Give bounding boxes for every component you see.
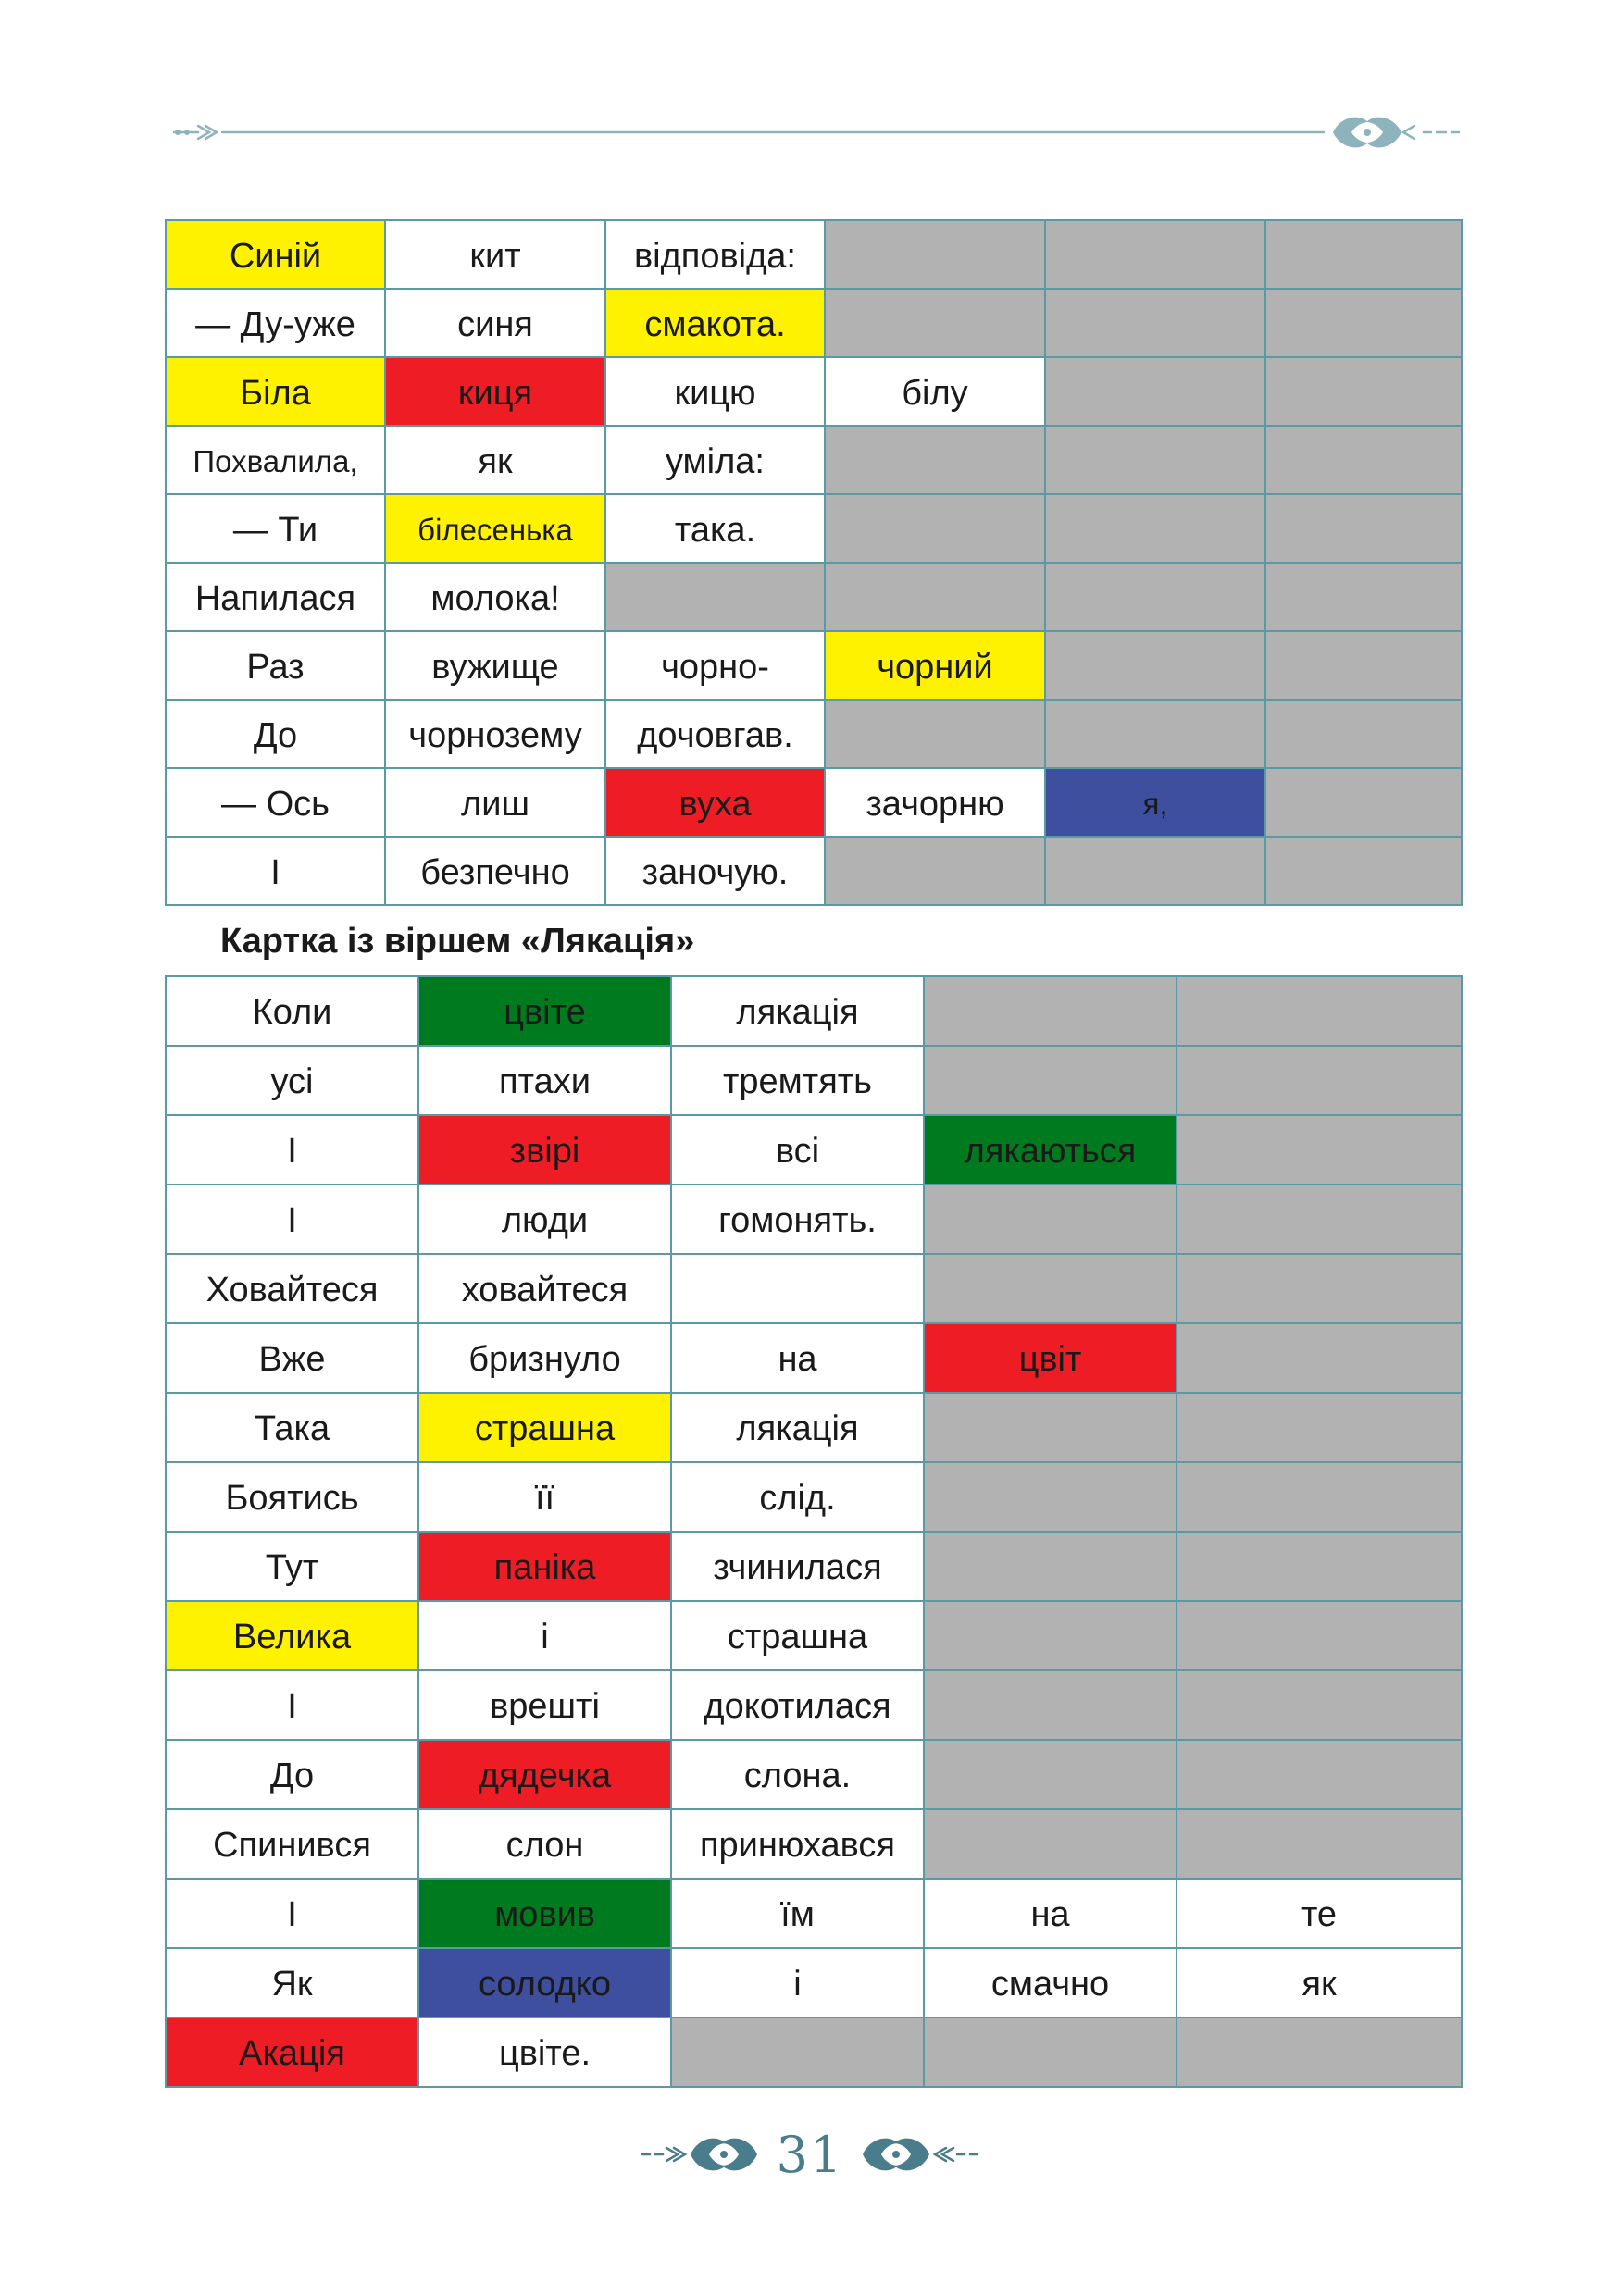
table2-cell (924, 1601, 1177, 1670)
table2-cell (924, 976, 1177, 1046)
table1-cell (1045, 220, 1265, 289)
table1-cell: Напилася (166, 563, 385, 631)
table2-cell: І (166, 1115, 418, 1185)
table2-cell: цвіт (924, 1323, 1177, 1393)
table2-cell: Боятись (166, 1462, 418, 1532)
table2-cell: Акація (166, 2017, 418, 2087)
table1-row (166, 494, 1462, 563)
table1-row (166, 768, 1462, 837)
table2-cell: лякаються (924, 1115, 1177, 1185)
table2-cell: мовив (418, 1879, 671, 1948)
table2-cell: До (166, 1740, 418, 1809)
table1-cell: Похвалила, (166, 426, 385, 494)
table2-cell: на (671, 1323, 924, 1393)
table1-cell: відповіда: (605, 220, 825, 289)
table2-cell: слід. (671, 1462, 924, 1532)
table2-cell: і (418, 1601, 671, 1670)
top-ornament-divider-icon (165, 109, 1464, 155)
table1-cell: вуха (605, 768, 825, 837)
table2-row (166, 1532, 1462, 1601)
table1-cell: як (385, 426, 605, 494)
table2-row (166, 1462, 1462, 1532)
table2-cell: слон (418, 1809, 671, 1879)
page-footer (639, 2119, 981, 2190)
table2-cell: тремтять (671, 1046, 924, 1115)
table1-row (166, 563, 1462, 631)
table1-cell: До (166, 700, 385, 768)
table2-cell (1177, 1670, 1462, 1740)
word-table-1 (165, 219, 1463, 906)
table1-cell: чорно- (605, 631, 825, 700)
table2-cell: лякація (671, 1393, 924, 1462)
table2-cell: Тут (166, 1532, 418, 1601)
table2-cell (924, 1809, 1177, 1879)
table2-cell: слона. (671, 1740, 924, 1809)
table2-cell: докотилася (671, 1670, 924, 1740)
table2-cell: смачно (924, 1948, 1177, 2017)
table2-row (166, 1185, 1462, 1254)
table1-cell: — Ти (166, 494, 385, 563)
table2-cell: І (166, 1185, 418, 1254)
table1-cell (1265, 768, 1462, 837)
table2-cell: принюхався (671, 1809, 924, 1879)
table2-row (166, 1393, 1462, 1462)
table2-cell: страшна (671, 1601, 924, 1670)
table2-row (166, 1740, 1462, 1809)
table2-row (166, 1115, 1462, 1185)
table2-cell (924, 1393, 1177, 1462)
table1-cell (1265, 494, 1462, 563)
table1-cell: дочовгав. (605, 700, 825, 768)
table2-cell: лякація (671, 976, 924, 1046)
table1-row (166, 220, 1462, 289)
table2-cell: І (166, 1879, 418, 1948)
table1-cell (1265, 220, 1462, 289)
table1-cell (605, 563, 825, 631)
table2-cell (924, 1532, 1177, 1601)
table2-cell: ховайтеся (418, 1254, 671, 1323)
table1-cell: зачорню (825, 768, 1045, 837)
table2-cell (1177, 1740, 1462, 1809)
table2-cell (1177, 976, 1462, 1046)
table1-cell: смакота. (605, 289, 825, 357)
table2-row (166, 2017, 1462, 2087)
table2-cell (924, 1740, 1177, 1809)
table1-cell (1265, 289, 1462, 357)
table1-cell (1265, 837, 1462, 905)
table2-cell: цвіте (418, 976, 671, 1046)
table2-cell: Вже (166, 1323, 418, 1393)
table1-cell (1045, 426, 1265, 494)
table2-cell: як (1177, 1948, 1462, 2017)
table2-cell (1177, 1393, 1462, 1462)
table1-cell (1045, 563, 1265, 631)
table2-cell: дядечка (418, 1740, 671, 1809)
table1-cell (1045, 289, 1265, 357)
table1-cell: Біла (166, 357, 385, 426)
table2-cell: всі (671, 1115, 924, 1185)
table1-row (166, 631, 1462, 700)
table1-cell (825, 563, 1045, 631)
table2-cell: те (1177, 1879, 1462, 1948)
table2-cell: бризнуло (418, 1323, 671, 1393)
table1-cell: чорний (825, 631, 1045, 700)
table2-cell: паніка (418, 1532, 671, 1601)
table2-cell: врешті (418, 1670, 671, 1740)
table1-row (166, 426, 1462, 494)
table1-cell (825, 494, 1045, 563)
table2-cell (924, 2017, 1177, 2087)
table2-cell (1177, 1046, 1462, 1115)
table2-cell: і (671, 1948, 924, 2017)
table1-cell (1265, 357, 1462, 426)
table1-cell (825, 220, 1045, 289)
table2-cell (1177, 1323, 1462, 1393)
table1-cell (1045, 700, 1265, 768)
table2-cell: гомонять. (671, 1185, 924, 1254)
table1-cell (825, 289, 1045, 357)
table2-cell (1177, 1185, 1462, 1254)
table2-cell: Велика (166, 1601, 418, 1670)
table2-cell (1177, 1601, 1462, 1670)
table1-cell: — Ду-уже (166, 289, 385, 357)
table2-cell: Така (166, 1393, 418, 1462)
table1-cell (1045, 631, 1265, 700)
table2-row (166, 1046, 1462, 1115)
table2-row (166, 1948, 1462, 2017)
table1-cell: вужище (385, 631, 605, 700)
table2-cell (1177, 2017, 1462, 2087)
table2-cell (1177, 1809, 1462, 1879)
table1-cell (825, 700, 1045, 768)
table1-cell (1265, 700, 1462, 768)
table1-cell: я, (1045, 768, 1265, 837)
table1-row (166, 837, 1462, 905)
table1-cell (1265, 631, 1462, 700)
table2-cell (924, 1462, 1177, 1532)
table2-cell (1177, 1462, 1462, 1532)
table2-row (166, 1254, 1462, 1323)
table1-cell (1265, 426, 1462, 494)
table1-cell: уміла: (605, 426, 825, 494)
table1-cell: білесенька (385, 494, 605, 563)
table1-cell: безпечно (385, 837, 605, 905)
table1-row (166, 357, 1462, 426)
table2-row (166, 1879, 1462, 1948)
table2-cell (671, 2017, 924, 2087)
table2-cell (1177, 1532, 1462, 1601)
table1-cell (1045, 357, 1265, 426)
table1-cell (1045, 837, 1265, 905)
table2-cell: І (166, 1670, 418, 1740)
table1-cell: чорнозему (385, 700, 605, 768)
table2-row (166, 976, 1462, 1046)
table2-cell: цвіте. (418, 2017, 671, 2087)
table1-cell: киця (385, 357, 605, 426)
table2-cell: страшна (418, 1393, 671, 1462)
table2-cell (924, 1046, 1177, 1115)
table2-cell: солодко (418, 1948, 671, 2017)
table1-cell: І (166, 837, 385, 905)
word-table-2 (165, 975, 1463, 2088)
table2-cell (924, 1254, 1177, 1323)
table2-cell: Спинився (166, 1809, 418, 1879)
table1-cell: кицю (605, 357, 825, 426)
table2-cell (924, 1185, 1177, 1254)
table2-cell: її (418, 1462, 671, 1532)
table2-cell: Ховайтеся (166, 1254, 418, 1323)
table2-cell (924, 1670, 1177, 1740)
table1-row (166, 700, 1462, 768)
table2-row (166, 1323, 1462, 1393)
table1-cell: молока! (385, 563, 605, 631)
table2-cell: на (924, 1879, 1177, 1948)
table2-row (166, 1601, 1462, 1670)
table2-cell: птахи (418, 1046, 671, 1115)
table2-cell (671, 1254, 924, 1323)
table1-cell: Раз (166, 631, 385, 700)
table1-cell (1265, 563, 1462, 631)
table2-cell (1177, 1115, 1462, 1185)
card-title: Картка із віршем «Лякація» (220, 922, 695, 961)
table1-cell (825, 837, 1045, 905)
table2-cell: звірі (418, 1115, 671, 1185)
page-number: 31 (776, 2125, 844, 2184)
word-table-1-body (166, 220, 1462, 905)
table1-cell (1045, 494, 1265, 563)
table1-cell: лиш (385, 768, 605, 837)
table2-cell: зчинилася (671, 1532, 924, 1601)
table1-cell: кит (385, 220, 605, 289)
table2-row (166, 1809, 1462, 1879)
table2-cell: Як (166, 1948, 418, 2017)
table1-cell: — Ось (166, 768, 385, 837)
table1-cell: Синій (166, 220, 385, 289)
table1-cell: синя (385, 289, 605, 357)
table1-cell: заночую. (605, 837, 825, 905)
table2-cell: їм (671, 1879, 924, 1948)
table2-cell (1177, 1254, 1462, 1323)
table1-cell (825, 426, 1045, 494)
table1-row (166, 289, 1462, 357)
table2-cell: люди (418, 1185, 671, 1254)
table1-cell: білу (825, 357, 1045, 426)
table2-row (166, 1670, 1462, 1740)
table2-cell: усі (166, 1046, 418, 1115)
word-table-2-body (166, 976, 1462, 2087)
table1-cell: така. (605, 494, 825, 563)
table2-cell: Коли (166, 976, 418, 1046)
